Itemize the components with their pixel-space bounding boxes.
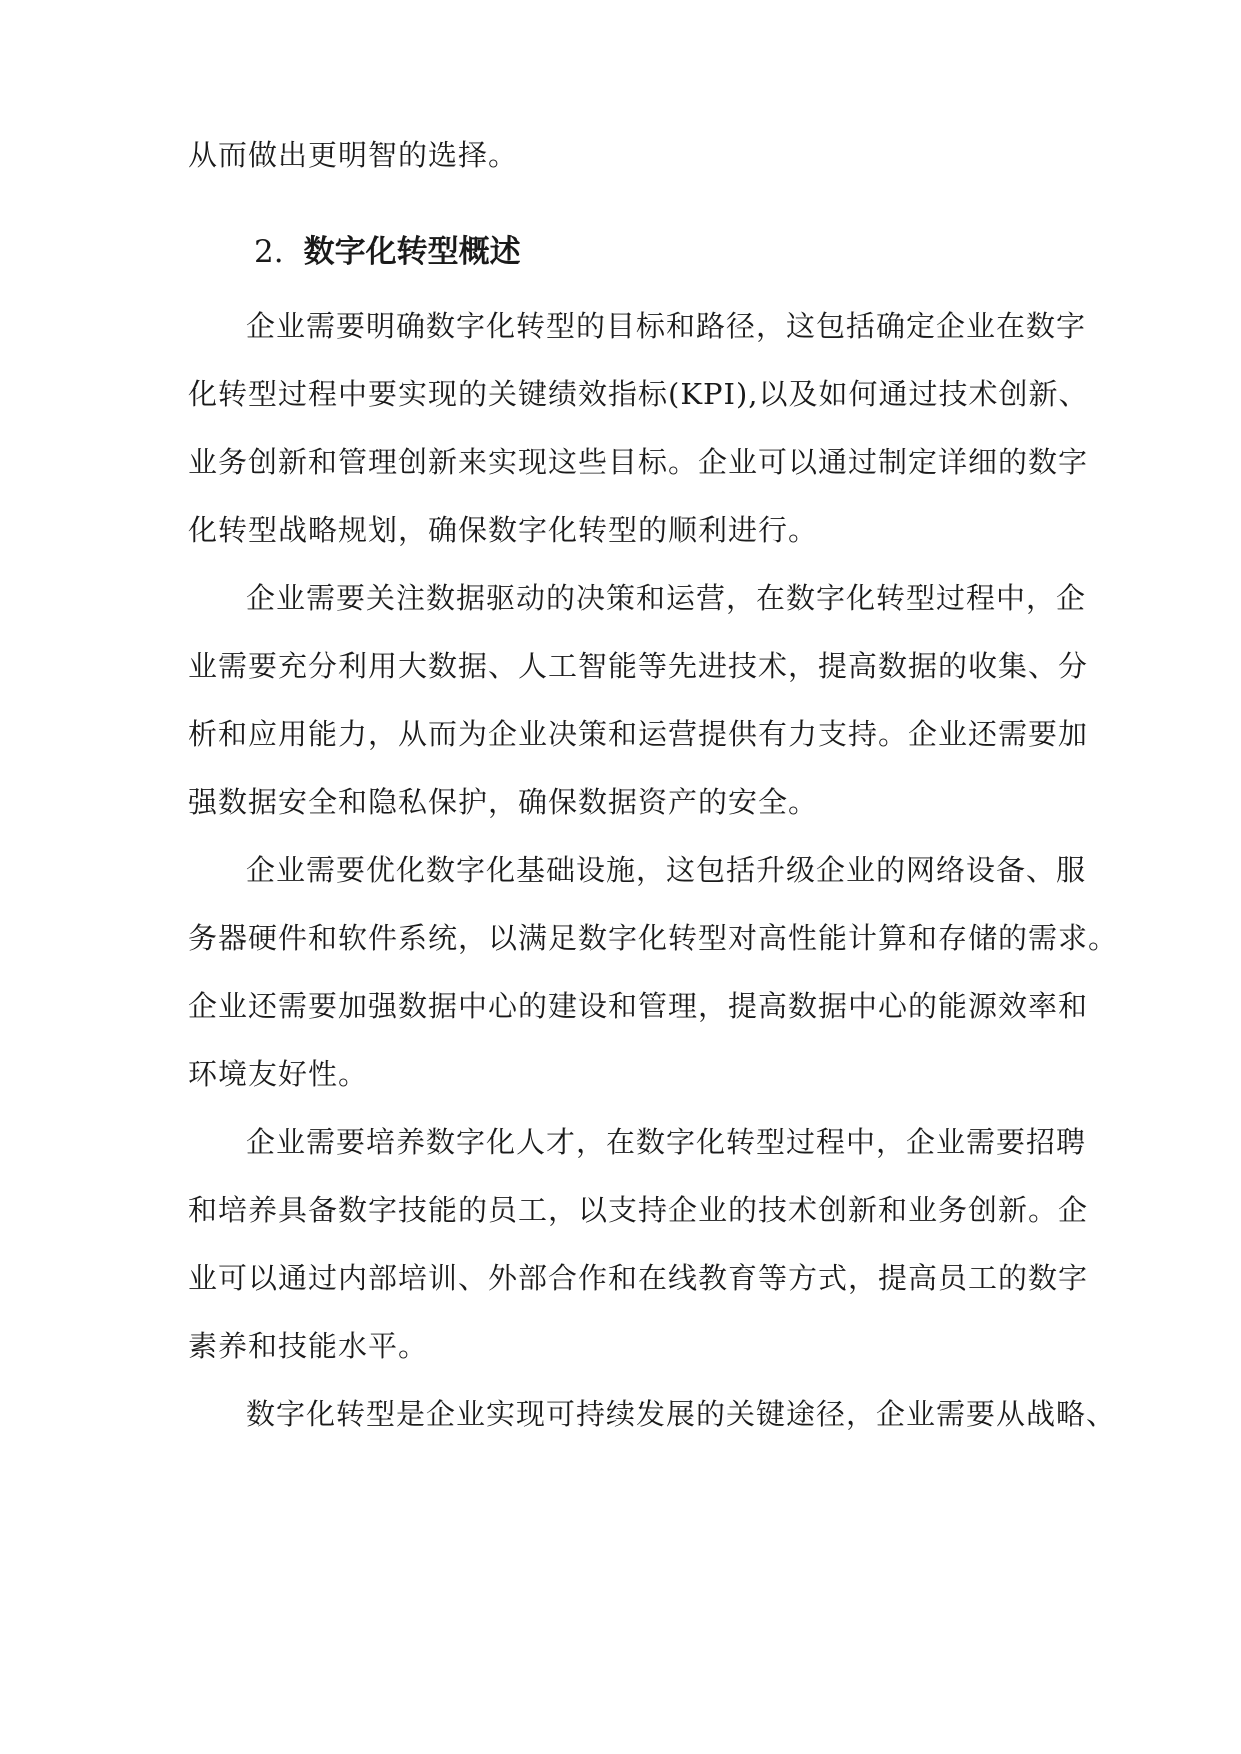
paragraph-line: 企业需要优化数字化基础设施，这包括升级企业的网络设备、服 xyxy=(246,853,1087,887)
paragraph-line: 数字化转型是企业实现可持续发展的关键途径，企业需要从战略、 xyxy=(246,1397,1117,1431)
section-number: 2. xyxy=(254,234,284,270)
paragraph-line: 业务创新和管理创新来实现这些目标。企业可以通过制定详细的数字 xyxy=(188,445,1089,479)
paragraph-line: 素养和技能水平。 xyxy=(188,1329,429,1363)
paragraph-line: 企业需要培养数字化人才，在数字化转型过程中，企业需要招聘 xyxy=(246,1125,1087,1159)
paragraph-line: 企业需要关注数据驱动的决策和运营，在数字化转型过程中，企 xyxy=(246,581,1087,615)
paragraph-line: 业需要充分利用大数据、人工智能等先进技术，提高数据的收集、分 xyxy=(188,649,1089,683)
paragraph-line: 环境友好性。 xyxy=(188,1057,369,1091)
paragraph-line: 企业需要明确数字化转型的目标和路径，这包括确定企业在数字 xyxy=(246,309,1087,343)
paragraph-line: 企业还需要加强数据中心的建设和管理，提高数据中心的能源效率和 xyxy=(188,989,1089,1023)
paragraph-line: 化转型战略规划，确保数字化转型的顺利进行。 xyxy=(188,513,819,547)
paragraph-line: 和培养具备数字技能的员工，以支持企业的技术创新和业务创新。企 xyxy=(188,1193,1089,1227)
paragraph-line: 化转型过程中要实现的关键绩效指标(KPI),以及如何通过技术创新、 xyxy=(188,377,1089,411)
paragraph-line: 务器硬件和软件系统，以满足数字化转型对高性能计算和存储的需求。 xyxy=(188,921,1119,955)
paragraph-line: 强数据安全和隐私保护，确保数据资产的安全。 xyxy=(188,785,819,819)
paragraph-line: 从而做出更明智的选择。 xyxy=(188,138,519,172)
section-title: 数字化转型概述 xyxy=(303,234,521,270)
paragraph-line: 业可以通过内部培训、外部合作和在线教育等方式，提高员工的数字 xyxy=(188,1261,1089,1295)
paragraph-line: 析和应用能力，从而为企业决策和运营提供有力支持。企业还需要加 xyxy=(188,717,1089,751)
section-heading xyxy=(254,230,521,274)
